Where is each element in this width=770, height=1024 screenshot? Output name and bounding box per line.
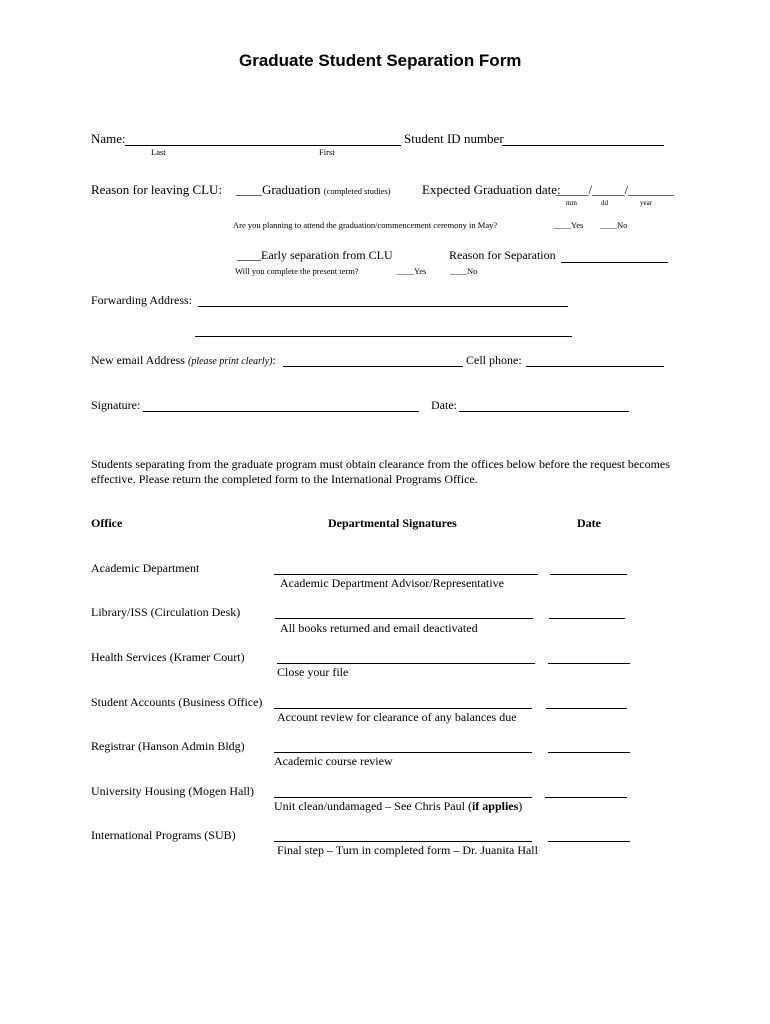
ceremony-no[interactable]: ____No	[600, 220, 628, 230]
date-line-library[interactable]	[549, 618, 625, 619]
date-line-accounts[interactable]	[546, 708, 627, 709]
first-name-caption: First	[319, 147, 335, 157]
date-line-international[interactable]	[548, 841, 630, 842]
signature-label: Signature:	[91, 398, 141, 412]
signature-line-accounts[interactable]	[274, 708, 532, 709]
note-housing	[274, 799, 522, 814]
reason-label: Reason for leaving CLU:	[91, 182, 223, 197]
term-yes[interactable]: ____Yes	[397, 266, 427, 276]
ceremony-yes[interactable]: ____Yes	[554, 220, 584, 230]
note-accounts: Account review for clearance of any balances due	[277, 710, 517, 724]
term-no[interactable]: ____No	[450, 266, 478, 276]
instructions-line-1: Students separating from the graduate program must obtain clearance from the offices below before the request becomes	[91, 457, 670, 471]
signature-line-library[interactable]	[275, 618, 533, 619]
reason-separation-label: Reason for Separation	[449, 248, 556, 262]
dd-caption: dd	[601, 199, 608, 207]
email-note: (please print clearly)	[187, 356, 273, 367]
date-label: Date:	[431, 398, 457, 412]
note-housing-pre: Unit clean/undamaged – See Chris Paul (	[274, 799, 472, 813]
header-date: Date	[577, 516, 601, 530]
early-label: Early separation from CLU	[261, 248, 393, 262]
complete-term-question: Will you complete the present term?	[235, 266, 359, 276]
forwarding-field-2[interactable]	[195, 336, 572, 337]
year-caption: year	[640, 199, 653, 207]
graduation-label: Graduation	[262, 182, 321, 197]
cell-field[interactable]	[526, 366, 664, 367]
reason-separation-field[interactable]	[561, 262, 668, 263]
office-accounts: Student Accounts (Business Office)	[91, 695, 263, 709]
office-housing: University Housing (Mogen Hall)	[91, 784, 254, 798]
early-blank[interactable]: ____	[237, 248, 261, 262]
early-separation-option[interactable]	[237, 248, 393, 263]
signature-field[interactable]	[143, 411, 419, 412]
signature-line-health[interactable]	[277, 663, 535, 664]
email-label-group	[91, 353, 276, 368]
office-registrar: Registrar (Hanson Admin Bldg)	[91, 739, 245, 753]
note-health: Close your file	[277, 665, 349, 679]
ceremony-question: Are you planning to attend the graduation/commencement ceremony in May?	[233, 220, 498, 230]
office-library: Library/ISS (Circulation Desk)	[91, 605, 241, 619]
name-field[interactable]	[125, 145, 401, 146]
note-housing-post: )	[518, 799, 523, 813]
date-line-housing[interactable]	[545, 797, 627, 798]
header-office: Office	[91, 516, 123, 530]
note-academic: Academic Department Advisor/Representative	[280, 576, 504, 590]
instructions-line-2: effective. Please return the completed form to the International Programs Office.	[91, 472, 478, 486]
graduation-blank[interactable]: ____	[236, 182, 262, 197]
note-international: Final step – Turn in completed form – Dr. Juanita Hall	[277, 843, 538, 857]
graduation-option[interactable]	[236, 182, 391, 198]
note-registrar: Academic course review	[274, 754, 393, 768]
date-line-registrar[interactable]	[548, 752, 630, 753]
last-name-caption: Last	[151, 147, 166, 157]
mm-caption: mm	[566, 199, 577, 207]
header-signatures: Departmental Signatures	[328, 516, 457, 530]
office-international: International Programs (SUB)	[91, 828, 236, 842]
signature-line-academic[interactable]	[274, 574, 538, 575]
forwarding-label: Forwarding Address:	[91, 293, 192, 307]
student-id-label: Student ID number	[404, 131, 504, 146]
graduation-note: (completed studies)	[323, 186, 391, 196]
date-field[interactable]	[459, 411, 629, 412]
email-colon: :	[272, 353, 276, 367]
signature-line-international[interactable]	[274, 841, 532, 842]
signature-line-registrar[interactable]	[274, 752, 532, 753]
date-line-health[interactable]	[548, 663, 630, 664]
date-line-academic[interactable]	[550, 574, 627, 575]
cell-label: Cell phone:	[466, 353, 522, 367]
note-housing-bold: if applies	[471, 799, 519, 813]
student-id-field[interactable]	[502, 145, 664, 146]
note-library: All books returned and email deactivated	[280, 621, 478, 635]
email-label: New email Address	[91, 353, 185, 367]
signature-line-housing[interactable]	[274, 797, 532, 798]
email-field[interactable]	[283, 366, 463, 367]
name-label: Name:	[91, 131, 126, 146]
office-health: Health Services (Kramer Court)	[91, 650, 245, 664]
expected-date-label: Expected Graduation date:	[422, 182, 561, 197]
expected-date-field[interactable]: _____/_____/_______	[556, 182, 674, 197]
page-title: Graduate Student Separation Form	[239, 51, 522, 70]
office-academic: Academic Department	[91, 561, 200, 575]
forwarding-field-1[interactable]	[198, 306, 568, 307]
